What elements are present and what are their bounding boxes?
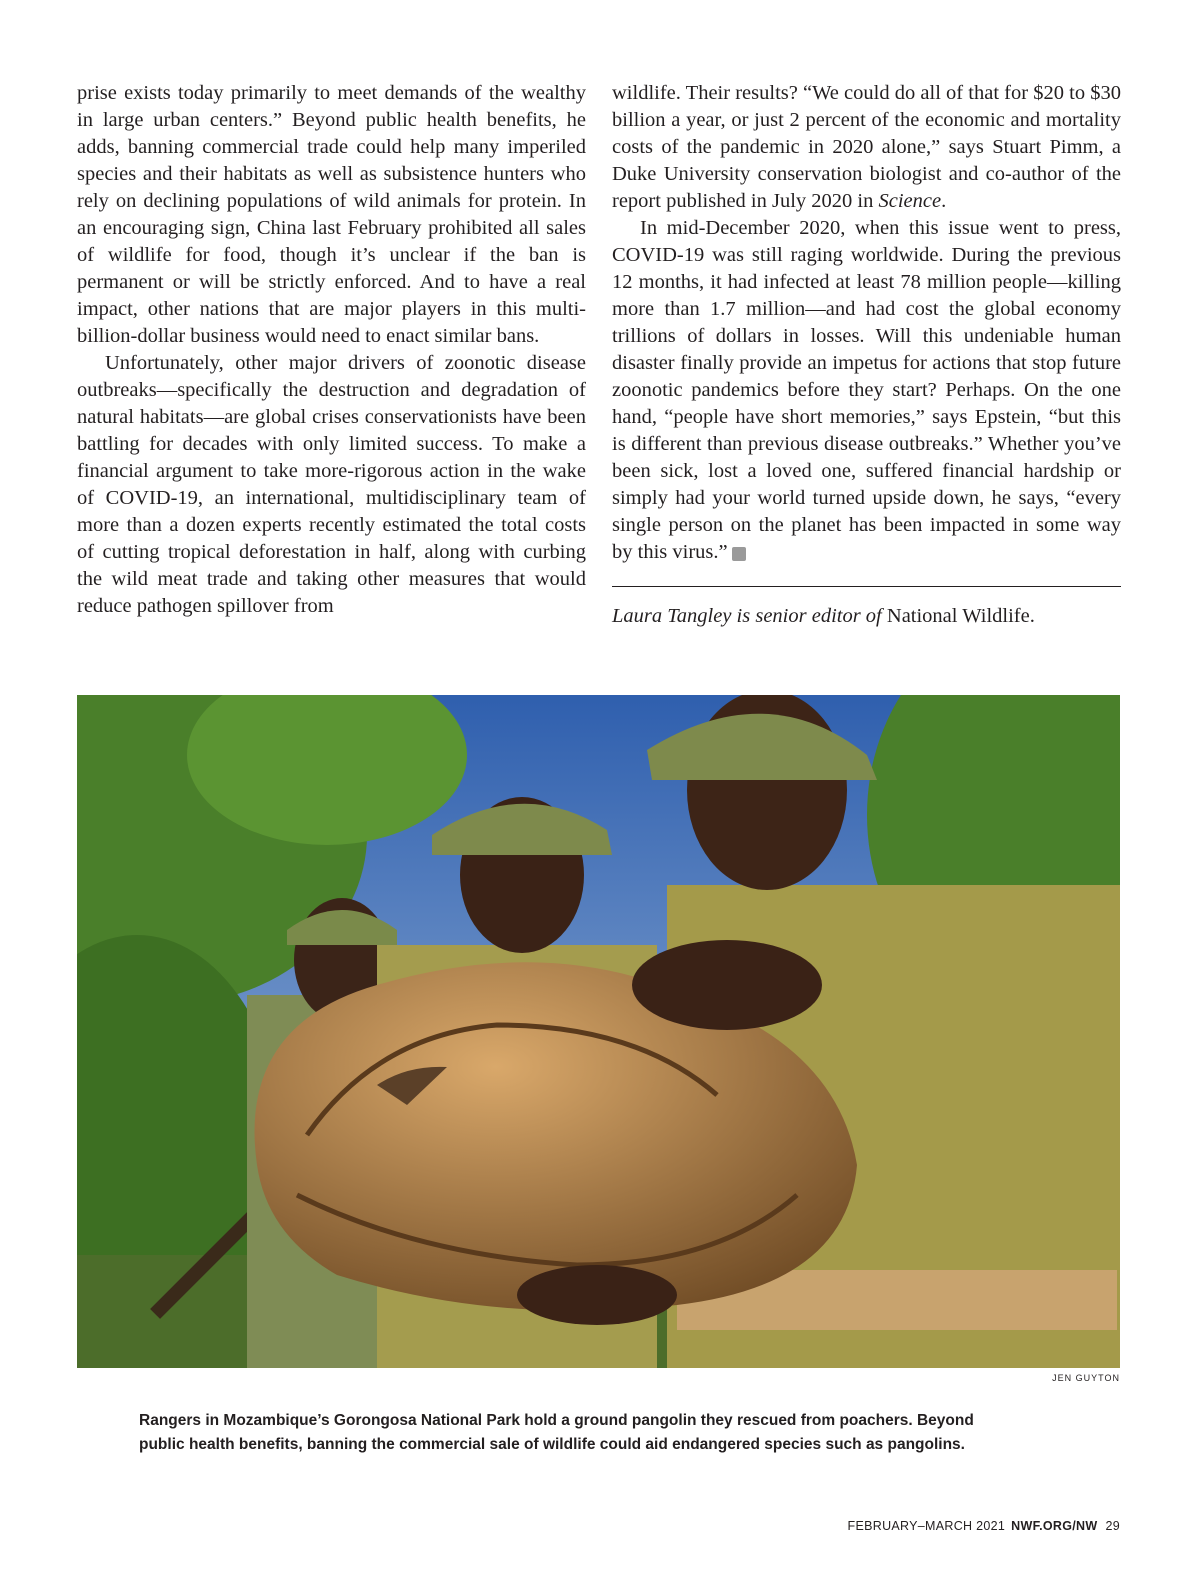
body-paragraph: prise exists today primarily to meet demands of the wealthy in large urban centers.” Beyond public health benefits, he adds, banning commercial trade could help many imperiled species and their habitats as well as subsistence hunters who rely on declining populations of wild animals for protein. In an encouraging sign, China last February prohibited all sales of wildlife for food, though it’s unclear if the ban is permanent or will be strictly enforced. And to have a real impact, other nations that are major players in this multi-billion-dollar business would need to enact similar bans. — [77, 82, 586, 347]
body-text: . — [941, 190, 947, 212]
body-paragraph — [612, 215, 1121, 566]
issue-date: FEBRUARY–MARCH 2021 — [847, 1519, 1006, 1533]
author-bio — [612, 603, 1121, 630]
right-column — [612, 80, 1121, 630]
body-paragraph: Unfortunately, other major drivers of zoonotic disease outbreaks—specifically the destruction and degradation of natural habitats—are global crises conservationists have been battling for decades with only limited success. To make a financial argument to take more-rigorous action in the wake of COVID-19, an international, multidisciplinary team of more than a dozen experts recently estimated the total costs of cutting tropical deforestation in half, along with curbing the wild meat trade and taking other measures that would reduce pathogen spillover from — [77, 352, 586, 617]
journal-title: Science — [878, 190, 942, 212]
left-column — [77, 80, 586, 620]
body-text: wildlife. Their results? “We could do all of that for $20 to $30 billion a year, or just 2 percent of the economic and mortality costs of the pandemic in 2020 alone,” says Stuart Pimm, a Duke University conservation biologist and co-author of the report published in July 2020 in — [612, 82, 1121, 212]
bio-text: Laura Tangley is senior editor of — [612, 605, 887, 627]
rangers-pangolin-image — [77, 695, 1120, 1368]
site-url: NWF.ORG/NW — [1011, 1519, 1098, 1533]
page-number: 29 — [1105, 1519, 1120, 1533]
magazine-name: National Wildlife — [886, 605, 1030, 627]
caption-line: public health benefits, banning the commercial sale of wildlife could aid endangered species such as pangolins. — [139, 1436, 965, 1453]
body-paragraph — [612, 80, 1121, 215]
bio-divider — [612, 586, 1121, 587]
body-text: In mid-December 2020, when this issue went to press, COVID-19 was still raging worldwide. During the previous 12 months, it had infected at least 78 million people—killing more than 1.7 million—and had cost the global economy trillions of dollars in losses. Will this undeniable human disaster finally provide an impetus for actions that stop future zoonotic pandemics before they start? Perhaps. On the one hand, “people have short memories,” says Epstein, “but this is different than previous disease outbreaks.” Whether you’ve been sick, lost a loved one, suffered financial hardship or simply had your world turned upside down, he says, “every single person on the planet has been impacted in some way by this virus.” — [612, 217, 1121, 563]
page-footer — [848, 1519, 1120, 1533]
feature-photo — [77, 695, 1120, 1368]
photo-credit: JEN GUYTON — [1052, 1373, 1120, 1383]
bio-text: . — [1029, 605, 1035, 627]
caption-line: Rangers in Mozambique’s Gorongosa National Park hold a ground pangolin they rescued from poachers. Beyond — [139, 1412, 974, 1429]
end-mark-icon: W — [732, 547, 746, 561]
photo-caption — [139, 1409, 1059, 1457]
